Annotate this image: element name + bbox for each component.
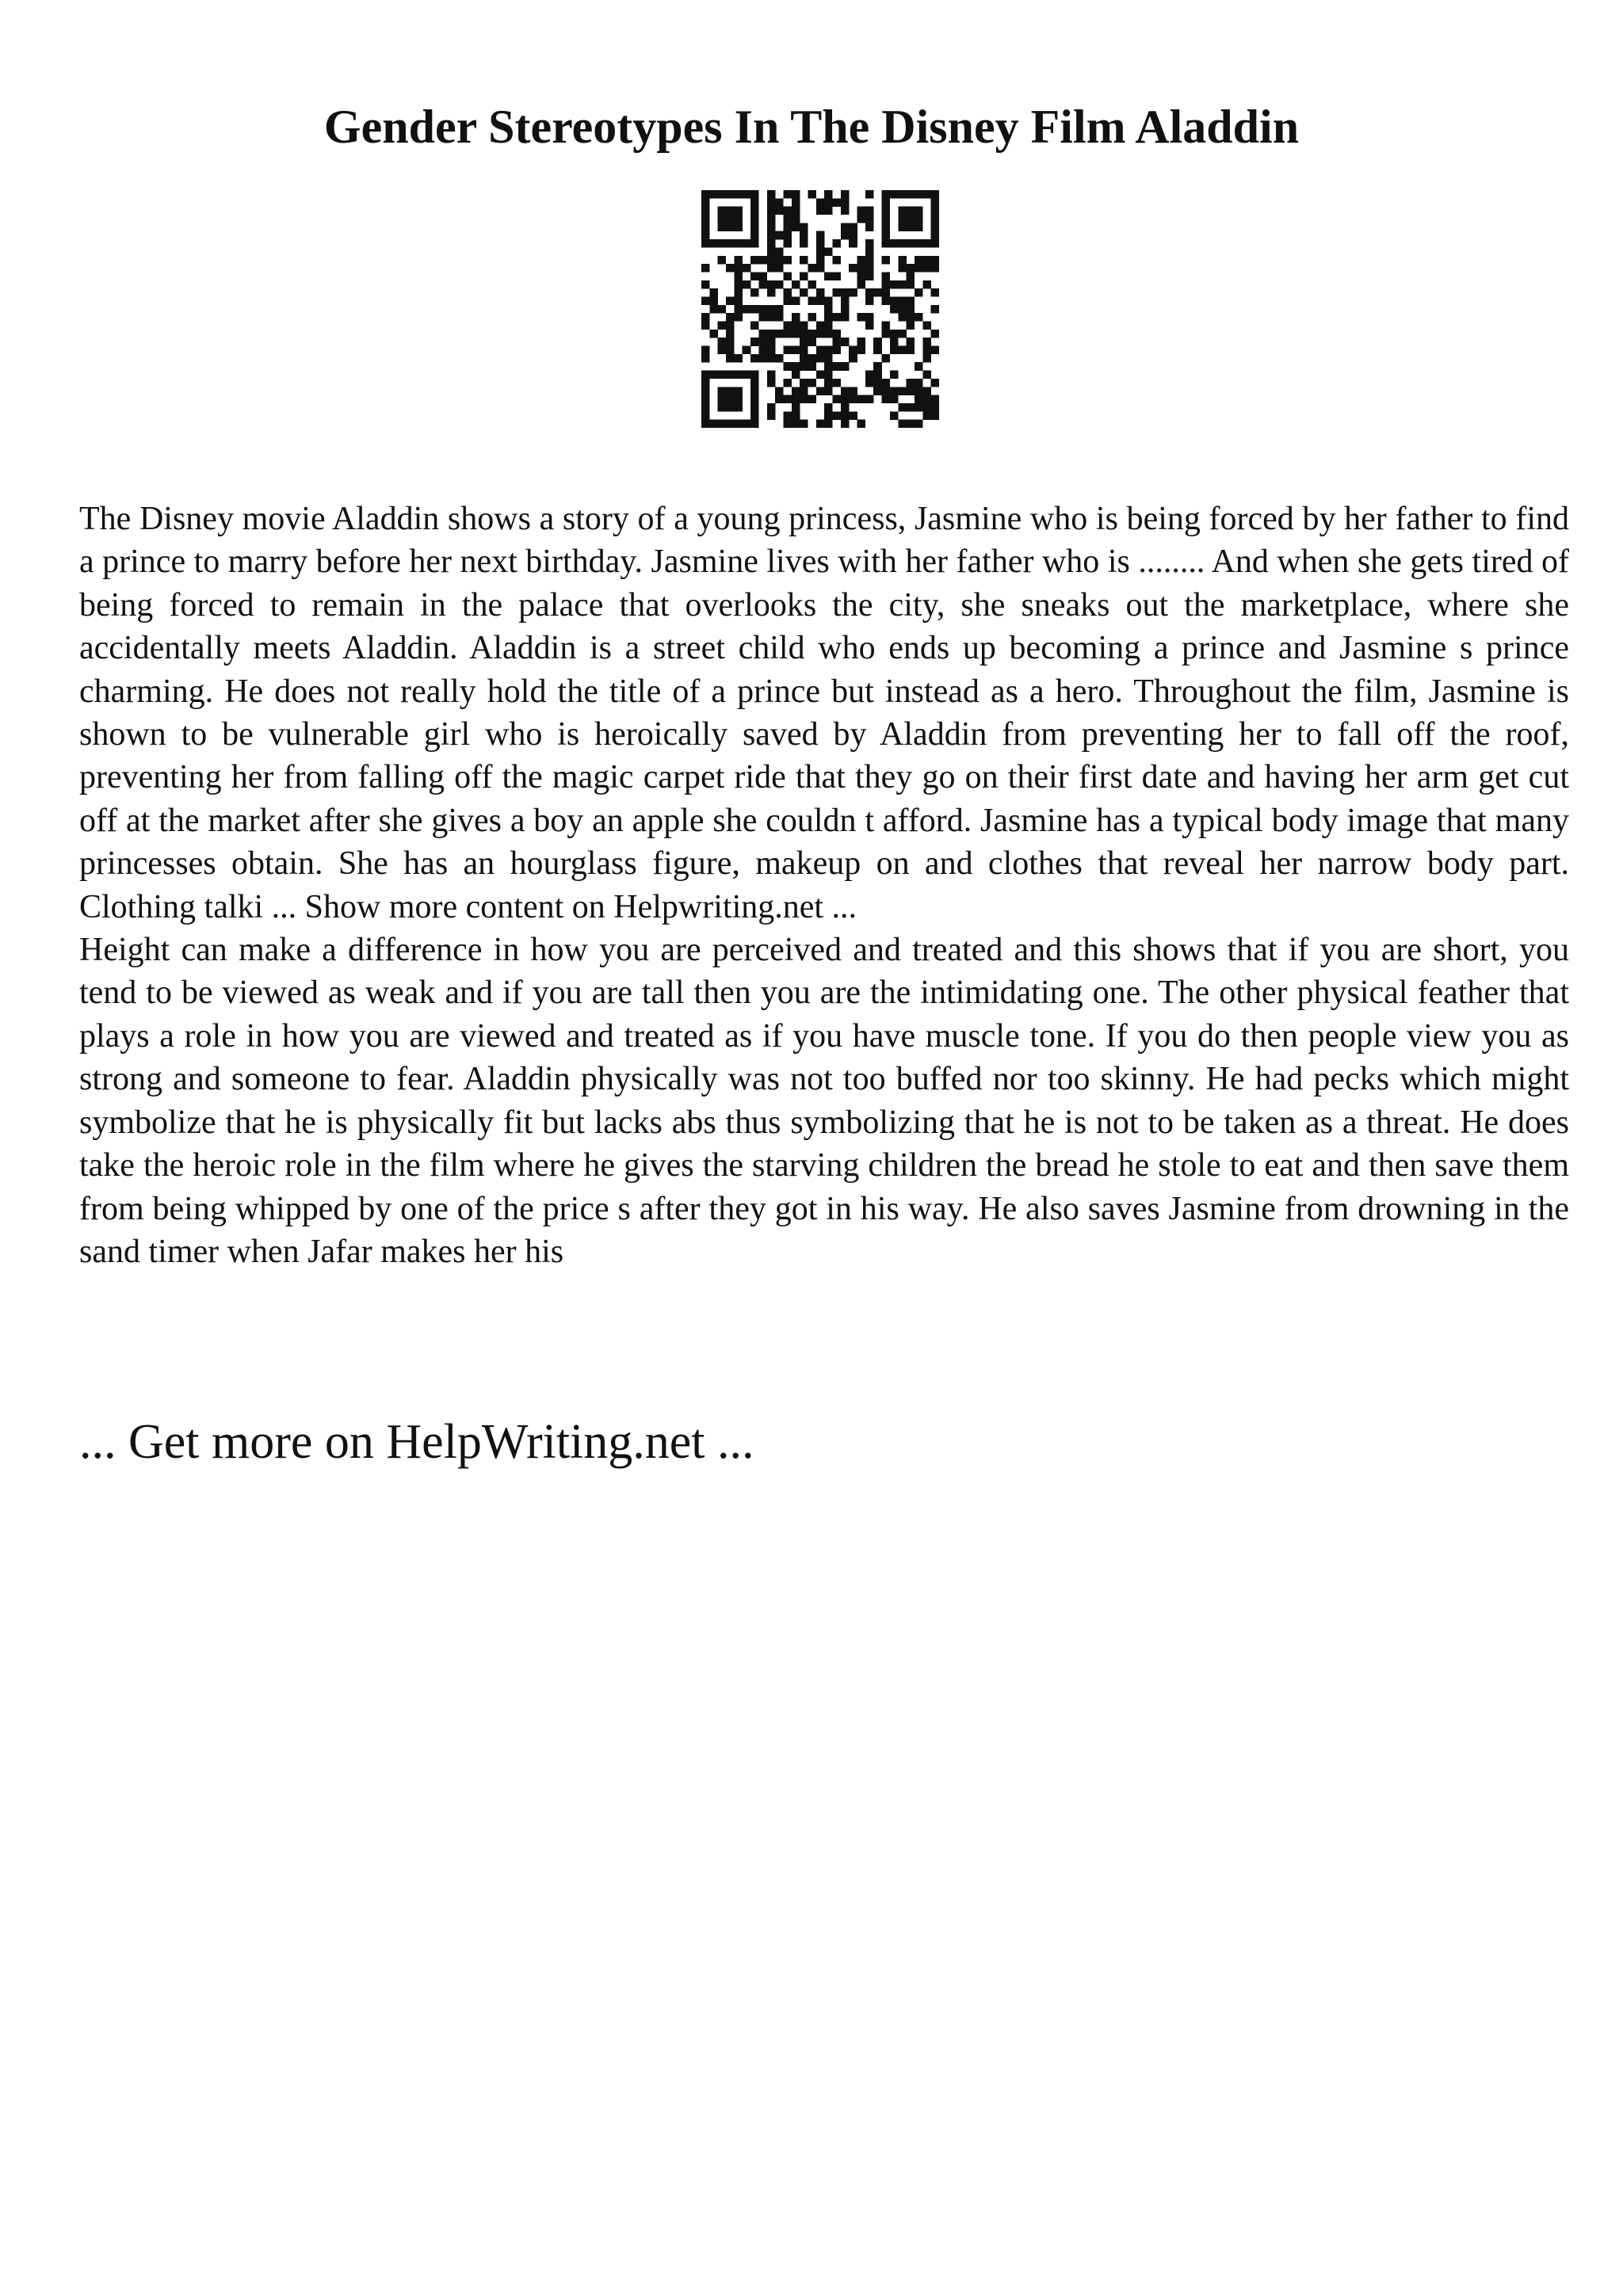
body-paragraph: Height can make a difference in how you are perceived and treated and this shows that if you are short, you tend to be viewed as weak and if you are tall then you are the intimidating one. The other physical feather that plays a role in how you are viewed and treated as if you have muscle tone. If you do then people view you as strong and someone to fear. Aladdin physically was not too buffed nor too skinny. He had pecks which might symbolize that he is physically fit but lacks abs thus symbolizing that he is not to be taken as a threat. He does take the heroic role in the film where he gives the starving children the bread he stole to eat and then save them from being whipped by one of the price s after they got in his way. He also saves Jasmine from drowning in the sand timer when Jafar makes her his (79, 932, 1569, 1270)
body-paragraph: The Disney movie Aladdin shows a story of a young princess, Jasmine who is being forced by her father to find a prince to marry before her next birthday. Jasmine lives with her father who is ........ And when she gets tired of being forced to remain in the palace that overlooks the city, she sneaks out the marketplace, where she accidentally meets Aladdin. Aladdin is a street child who ends up becoming a prince and Jasmine s prince charming. He does not really hold the title of a prince but instead as a hero. Throughout the film, Jasmine is shown to be vulnerable girl who is heroically saved by Aladdin from preventing her to fall off the roof, preventing her from falling off the magic carpet ride that they go on their first date and having her arm get cut off at the market after she gives a boy an apple she couldn t afford. Jasmine has a typical body image that many princesses obtain. She has an hourglass figure, makeup on and clothes that reveal her narrow body part. Clothing talki ... Show more content on Helpwriting.net ... (79, 501, 1569, 925)
document-body (79, 498, 1569, 1273)
get-more-link[interactable]: ... Get more on HelpWriting.net ... (79, 1415, 754, 1469)
qr-code-icon (701, 190, 939, 428)
document-title: Gender Stereotypes In The Disney Film Aladdin (323, 101, 1300, 153)
